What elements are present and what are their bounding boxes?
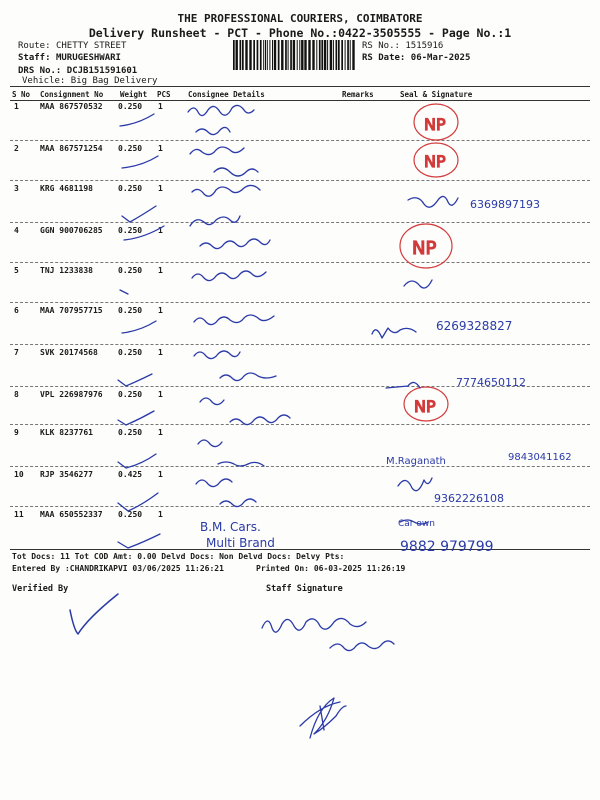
row-sno: 11 bbox=[14, 510, 24, 519]
name-car-own: Car own bbox=[398, 519, 435, 529]
barcode-bar bbox=[263, 40, 264, 70]
rs-date-value: 06-Mar-2025 bbox=[410, 53, 471, 63]
barcode-bar bbox=[312, 40, 314, 70]
col-consignment: Consignment No bbox=[40, 90, 104, 99]
barcode-bar bbox=[304, 40, 306, 70]
np-mark-1: NP bbox=[424, 115, 446, 134]
consignee-name-bm-cars: B.M. Cars. bbox=[200, 520, 261, 534]
drs-value: DCJB151591601 bbox=[66, 66, 138, 76]
printed-on-value: 06-03-2025 11:26:19 bbox=[313, 564, 406, 573]
verified-by-label: Verified By bbox=[12, 584, 69, 594]
row-divider bbox=[10, 302, 590, 303]
barcode-bar bbox=[333, 40, 334, 70]
route-value: CHETTY STREET bbox=[55, 41, 127, 51]
row-weight: 0.250 bbox=[118, 306, 143, 315]
barcode-bar bbox=[240, 40, 242, 70]
row-weight: 0.250 bbox=[118, 510, 143, 519]
row-consignment-no: MAA 707957715 bbox=[40, 306, 103, 315]
rs-date-line: RS Date: 06-Mar-2025 bbox=[362, 53, 471, 63]
phone-5: 9362226108 bbox=[434, 492, 504, 505]
barcode-bar bbox=[290, 40, 292, 70]
np-mark-3: NP bbox=[412, 238, 437, 259]
row-sno: 3 bbox=[14, 184, 19, 193]
barcode-bar bbox=[245, 40, 247, 70]
row-weight: 0.250 bbox=[118, 184, 143, 193]
barcode-bar bbox=[265, 40, 266, 70]
row-sno: 7 bbox=[14, 348, 19, 357]
row-divider bbox=[10, 466, 590, 467]
entered-by-value: CHANDRIKAPVI 03/06/2025 11:26:21 bbox=[69, 564, 224, 573]
row-consignment-no: GGN 900706285 bbox=[40, 226, 103, 235]
col-consignee: Consignee Details bbox=[188, 90, 265, 99]
row-sno: 5 bbox=[14, 266, 19, 275]
row-sno: 1 bbox=[14, 102, 19, 111]
barcode-bar bbox=[319, 40, 321, 70]
row-divider bbox=[10, 140, 590, 141]
runsheet-subtitle: Delivery Runsheet - PCT - Phone No.:0422-3505555 - Page No.:1 bbox=[88, 26, 512, 40]
row-weight: 0.250 bbox=[118, 102, 143, 111]
phone-2: 6269328827 bbox=[436, 319, 513, 333]
phone-1: 6369897193 bbox=[470, 198, 540, 211]
barcode-bar bbox=[308, 40, 310, 70]
row-pcs: 1 bbox=[158, 144, 163, 153]
row-pcs: 1 bbox=[158, 226, 163, 235]
barcode-bar bbox=[269, 40, 270, 70]
bottom-signature-scribble bbox=[300, 698, 346, 738]
row-divider bbox=[10, 180, 590, 181]
row-divider bbox=[10, 344, 590, 345]
barcode-bar bbox=[338, 40, 340, 70]
barcode-bar bbox=[272, 40, 273, 70]
barcode-bar bbox=[299, 40, 300, 70]
signature-scribble bbox=[372, 196, 458, 524]
row-weight: 0.250 bbox=[118, 428, 143, 437]
row-consignment-no: KLK 8237761 bbox=[40, 428, 93, 437]
row-pcs: 1 bbox=[158, 348, 163, 357]
col-weight: Weight bbox=[120, 90, 148, 99]
barcode-bar bbox=[350, 40, 351, 70]
header-bottom-rule bbox=[10, 100, 590, 101]
rs-no-line: RS No.: 1515916 bbox=[362, 41, 444, 51]
barcode-bar bbox=[281, 40, 283, 70]
row-pcs: 1 bbox=[158, 184, 163, 193]
row-pcs: 1 bbox=[158, 306, 163, 315]
barcode-bar bbox=[293, 40, 295, 70]
printed-on-line: Printed On: 06-03-2025 11:26:19 bbox=[256, 564, 406, 573]
row-consignment-no: MAA 867571254 bbox=[40, 144, 103, 153]
row-sno: 2 bbox=[14, 144, 19, 153]
row-weight: 0.250 bbox=[118, 348, 143, 357]
row-sno: 4 bbox=[14, 226, 19, 235]
barcode-bar bbox=[324, 40, 326, 70]
row-consignment-no: VPL 226987976 bbox=[40, 390, 103, 399]
row-weight: 0.250 bbox=[118, 226, 143, 235]
barcode-bar bbox=[274, 40, 276, 70]
barcode-bar bbox=[253, 40, 255, 70]
phone-6: 9882 979799 bbox=[400, 539, 494, 555]
row-divider bbox=[10, 262, 590, 263]
barcode-bar bbox=[327, 40, 328, 70]
barcode-bar bbox=[288, 40, 289, 70]
barcode-icon bbox=[232, 40, 356, 70]
row-pcs: 1 bbox=[158, 428, 163, 437]
row-weight: 0.250 bbox=[118, 390, 143, 399]
barcode-bar bbox=[278, 40, 280, 70]
barcode-bar bbox=[330, 40, 332, 70]
consignee-name-multi-brand: Multi Brand bbox=[206, 536, 275, 550]
row-sno: 8 bbox=[14, 390, 19, 399]
staff-signature-scribble bbox=[262, 618, 394, 650]
row-sno: 10 bbox=[14, 470, 24, 479]
entered-by-line: Entered By :CHANDRIKAPVI 03/06/2025 11:26:21 bbox=[12, 564, 224, 573]
row-sno: 6 bbox=[14, 306, 19, 315]
np-mark-2: NP bbox=[424, 152, 446, 171]
row-divider bbox=[10, 386, 590, 387]
row-pcs: 1 bbox=[158, 470, 163, 479]
row-divider bbox=[10, 222, 590, 223]
row-weight: 0.250 bbox=[118, 144, 143, 153]
row-consignment-no: MAA 867570532 bbox=[40, 102, 103, 111]
row-divider bbox=[10, 424, 590, 425]
np-mark-4: NP bbox=[414, 397, 436, 416]
barcode-bar bbox=[341, 40, 343, 70]
barcode-bar bbox=[321, 40, 323, 70]
barcode-bar bbox=[260, 40, 262, 70]
barcode-bar bbox=[267, 40, 268, 70]
row-consignment-no: RJP 3546277 bbox=[40, 470, 93, 479]
drs-line: DRS No.: DCJB151591601 bbox=[18, 66, 138, 76]
barcode-bar bbox=[352, 40, 354, 70]
col-pcs: PCS bbox=[157, 90, 171, 99]
barcode-bar bbox=[233, 40, 235, 70]
barcode-bar bbox=[285, 40, 287, 70]
barcode-bar bbox=[301, 40, 303, 70]
barcode-bar bbox=[236, 40, 238, 70]
barcode-bar bbox=[336, 40, 338, 70]
vehicle-value: Big Bag Delivery bbox=[70, 76, 158, 86]
consignee-handwriting bbox=[188, 105, 290, 506]
staff-line: Staff: MURUGESHWARI bbox=[18, 53, 121, 63]
verified-checkmark bbox=[70, 594, 118, 634]
row-weight: 0.250 bbox=[118, 266, 143, 275]
row-consignment-no: TNJ 1233838 bbox=[40, 266, 93, 275]
route-line: Route: CHETTY STREET bbox=[18, 41, 127, 51]
staff-signature-label: Staff Signature bbox=[266, 584, 343, 594]
table-end-rule bbox=[10, 549, 590, 550]
col-sno: S No bbox=[12, 90, 31, 99]
barcode-bar bbox=[345, 40, 346, 70]
row-consignment-no: SVK 20174568 bbox=[40, 348, 98, 357]
staff-value: MURUGESHWARI bbox=[55, 53, 121, 63]
row-sno: 9 bbox=[14, 428, 19, 437]
phone-3: 7774650112 bbox=[456, 376, 526, 389]
row-pcs: 1 bbox=[158, 510, 163, 519]
barcode-bar bbox=[316, 40, 317, 70]
totals-line: Tot Docs: 11 Tot COD Amt: 0.00 Delvd Docs: Non Delvd Docs: Delvy Pts: bbox=[12, 552, 345, 561]
company-title: THE PROFESSIONAL COURIERS, COIMBATORE bbox=[177, 12, 423, 25]
barcode-bar bbox=[257, 40, 259, 70]
row-weight: 0.425 bbox=[118, 470, 143, 479]
row-consignment-no: KRG 4681198 bbox=[40, 184, 93, 193]
vehicle-line: Vehicle: Big Bag Delivery bbox=[22, 76, 158, 86]
header-top-rule bbox=[10, 86, 590, 87]
phone-4: 9843041162 bbox=[508, 452, 572, 463]
col-seal-signature: Seal & Signature bbox=[400, 90, 473, 99]
barcode-bar bbox=[249, 40, 251, 70]
barcode-bar bbox=[347, 40, 349, 70]
row-divider bbox=[10, 506, 590, 507]
name-raganath: M.Raganath bbox=[386, 456, 446, 467]
rs-no-value: 1515916 bbox=[405, 41, 444, 51]
barcode-bar bbox=[297, 40, 298, 70]
row-pcs: 1 bbox=[158, 390, 163, 399]
row-pcs: 1 bbox=[158, 266, 163, 275]
row-consignment-no: MAA 650552337 bbox=[40, 510, 103, 519]
col-remarks: Remarks bbox=[342, 90, 374, 99]
barcode-bar bbox=[242, 40, 244, 70]
row-pcs: 1 bbox=[158, 102, 163, 111]
